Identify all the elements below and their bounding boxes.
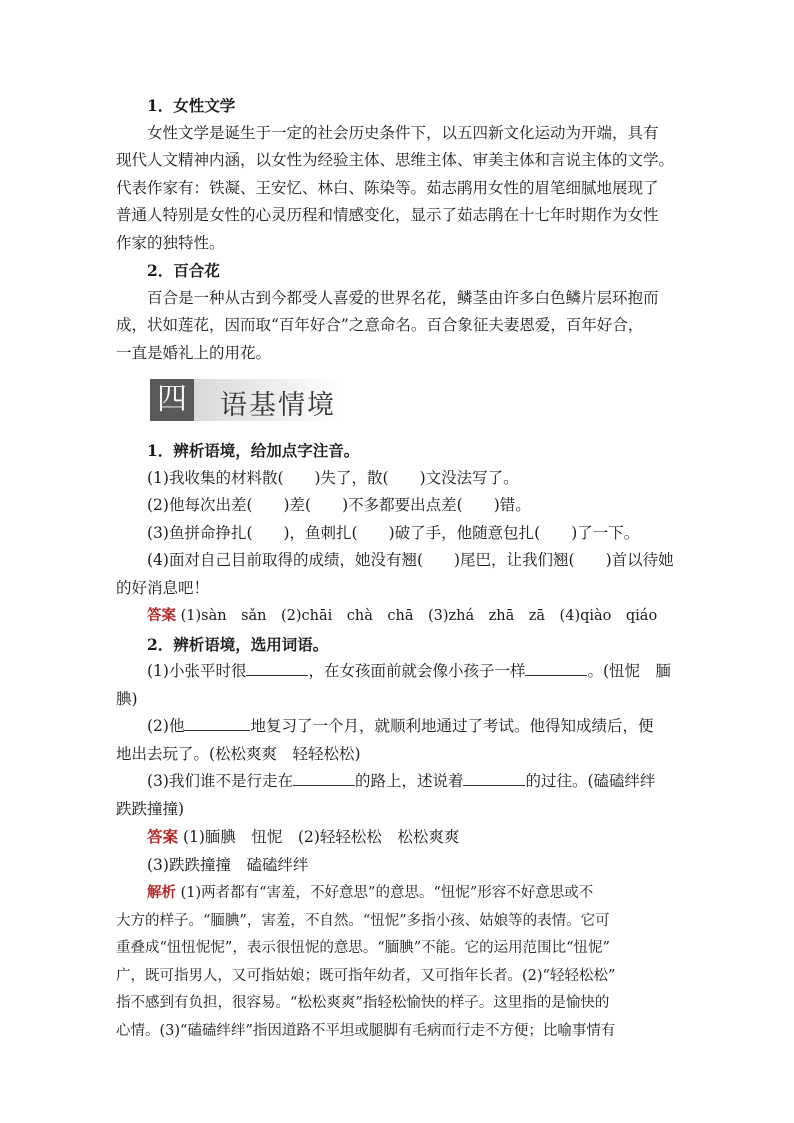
analysis-text: (1)两者都有“害羞，不好意思”的意思。“忸怩”形容不好意思或不: [180, 885, 594, 901]
analysis-line: 指不感到有负担，很容易。“松松爽爽”指轻松愉快的样子。这里指的是愉快的: [116, 995, 610, 1011]
question-item-continued: 的好消息吧！: [116, 578, 210, 597]
answer-blank: [525, 661, 587, 676]
answer-label: 答案: [147, 607, 176, 624]
question-item-continued: 地出去玩了。(松松爽爽 轻轻松松): [116, 744, 361, 763]
paragraph-line: 代表作家有：铁凝、王安忆、林白、陈染等。茹志鹃用女性的眉笔细腻地展现了: [116, 178, 659, 197]
text-segment: ，在女孩面前就会像小孩子一样: [308, 662, 526, 680]
analysis-line: 心情。(3)“磕磕绊绊”指因道路不平坦或腿脚有毛病而行走不方便；比喻事情有: [116, 1022, 616, 1039]
question-item: [116, 658, 678, 686]
section-number-box: 四: [150, 379, 194, 421]
question-item: (4)面对自己目前取得的成绩，她没有翘( )尾巴，让我们翘( )首以待她: [147, 551, 674, 569]
question-2-heading: 2．辨析语境，选用词语。: [147, 634, 329, 654]
text-segment: 地复习了一个月，就顺利地通过了考试。他得知成绩后，便: [250, 717, 654, 735]
answer-label: 答案: [147, 827, 179, 846]
text-segment: (2)他: [147, 717, 185, 735]
answer-line: [116, 602, 678, 631]
paragraph-line: 现代人文精神内涵，以女性为经验主体、思维主体、审美主体和言说主体的文学。: [116, 151, 675, 169]
answer-line: [116, 823, 678, 852]
answer-blank: [246, 661, 308, 676]
answer-blank: [463, 771, 525, 786]
question-item: (2)他每次出差( )差( )不多都要出点差( )错。: [147, 496, 531, 514]
question-item: [116, 768, 678, 796]
answer-line-continued: (3)跌跌撞撞 磕磕绊绊: [147, 855, 309, 874]
section-banner: [116, 375, 678, 431]
question-item: (1)我收集的材料散( )失了，散( )文没法写了。: [147, 468, 519, 487]
analysis-label: 解析: [147, 884, 176, 901]
section-title: 语基情境: [220, 390, 336, 421]
analysis-line: 重叠成“忸忸怩怩”，表示很忸怩的意思。“腼腆”不能。它的运用范围比“忸怩”: [116, 940, 610, 956]
answer-text: (1)sàn sǎn (2)chāi chà chā (3)zhá zhā zā (4)qiào qiáo: [180, 608, 658, 624]
analysis-line: [116, 879, 678, 908]
paragraph-line: 一直是婚礼上的用花。: [116, 343, 272, 362]
section-heading-lily: 2．百合花: [147, 261, 220, 280]
paragraph-line: 作家的独特性。: [116, 233, 225, 252]
text-segment: (3)我们谁不是行走在: [147, 772, 293, 790]
paragraph-line: 成，状如莲花，因而取“百年好合”之意命名。百合象征夫妻恩爱，百年好合，: [116, 316, 644, 334]
text-segment: 的路上，述说着: [354, 772, 464, 790]
answer-blank: [293, 771, 355, 786]
text-segment: (1)小张平时很: [147, 662, 247, 680]
question-item-continued: 跌跌撞撞): [116, 799, 185, 818]
question-item: [116, 713, 678, 741]
analysis-line: 大方的样子。“腼腆”，害羞，不自然。“忸怩”多指小孩、姑娘等的表情。它可: [116, 912, 610, 929]
text-segment: 的过往。(磕磕绊绊: [525, 772, 656, 790]
answer-blank: [184, 716, 250, 731]
question-1-heading: 1．辨析语境，给加点字注音。: [147, 441, 360, 460]
answer-text: (1)腼腆 忸怩 (2)轻轻松松 松松爽爽: [182, 828, 460, 846]
section-heading-female-literature: 1．女性文学: [147, 96, 236, 115]
analysis-line: 广，既可指男人，又可指姑娘；既可指年幼者，又可指年长者。(2)“轻轻松松”: [116, 967, 616, 984]
paragraph-line: 女性文学是诞生于一定的社会历史条件下，以五四新文化运动为开端，具有: [147, 123, 659, 142]
text-segment: 。(忸怩 腼: [587, 662, 672, 680]
paragraph-line: 普通人特别是女性的心灵历程和情感变化，显示了茹志鹃在十七年时期作为女性: [116, 206, 659, 224]
question-item: (3)鱼拼命挣扎( )，鱼刺扎( )破了手，他随意包扎( )了一下。: [147, 523, 640, 542]
paragraph-line: 百合是一种从古到今都受人喜爱的世界名花，鳞茎由许多白色鳞片层环抱而: [147, 288, 659, 307]
document-page: [116, 92, 678, 1045]
question-item-continued: 腆): [116, 689, 138, 708]
